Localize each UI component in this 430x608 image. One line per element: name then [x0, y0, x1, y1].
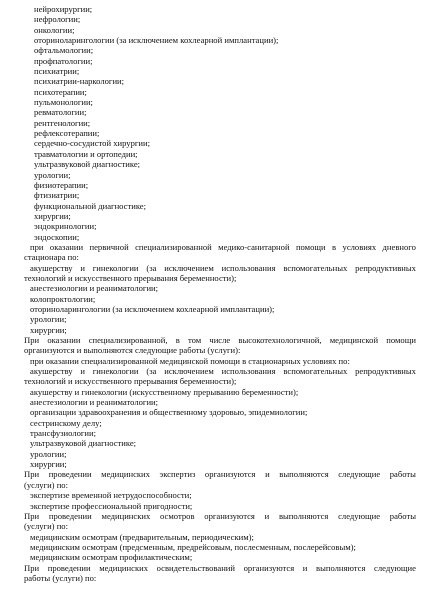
- text-line: При оказании специализированной, в том числе высокотехнологичной, медицинской помощи: [24, 335, 416, 345]
- text-line: технологий и искусственного прерывания беременности);: [24, 272, 237, 283]
- text-line: психиатрии-наркологии;: [34, 76, 125, 87]
- text-line: организуются и выполняются следующие работы (услуги):: [24, 345, 241, 356]
- text-line: оториноларингологии (за исключением кохлеарной имплантации);: [34, 35, 279, 46]
- text-line: работы (услуги) по:: [24, 572, 97, 583]
- text-line: эндокринологии;: [34, 221, 97, 232]
- text-line: медицинским осмотрам (предсменным, предрейсовым, послесменным, послерейсовым);: [30, 541, 356, 552]
- text-line: сердечно-сосудистой хирургии;: [34, 138, 151, 149]
- text-line: медицинским осмотрам (предварительным, периодическим);: [30, 531, 254, 542]
- text-line: онкологии;: [34, 24, 75, 35]
- text-line: экспертизе временной нетрудоспособности;: [30, 490, 192, 501]
- text-line: урологии;: [30, 314, 67, 325]
- text-line: стационара по:: [24, 252, 79, 263]
- text-line: акушерству и гинекологии (искусственному прерыванию беременности);: [30, 386, 299, 397]
- text-line: ревматологии;: [34, 107, 87, 118]
- text-line: технологий и искусственного прерывания беременности);: [24, 376, 237, 387]
- text-line: эндоскопии;: [34, 231, 80, 242]
- text-line: функциональной диагностике;: [34, 200, 147, 211]
- text-line: хирургии;: [34, 210, 71, 221]
- text-line: медицинским осмотрам профилактическим;: [30, 552, 193, 563]
- text-line: психиатрии;: [34, 66, 80, 77]
- text-line: психотерапии;: [34, 86, 87, 97]
- text-line: колопроктологии;: [30, 293, 96, 304]
- text-line: ультразвуковой диагностике;: [34, 159, 141, 170]
- text-line: пульмонологии;: [34, 97, 93, 108]
- text-line: оториноларингологии (за исключением кохлеарной имплантации);: [30, 303, 275, 314]
- text-line: трансфузиологии;: [30, 428, 97, 439]
- text-line: анестезиологии и реаниматологии;: [30, 283, 159, 294]
- text-line: организации здравоохранения и общественному здоровью, эпидемиологии;: [30, 407, 308, 418]
- text-line: акушерству и гинекологии (за исключением использования вспомогательных репродуктивных: [30, 262, 416, 273]
- text-line: хирургии;: [30, 324, 67, 335]
- text-line: офтальмологии;: [34, 45, 94, 56]
- text-line: физиотерапии;: [34, 179, 89, 190]
- text-line: (услуги) по:: [24, 479, 68, 490]
- text-line: экспертизе профессиональной пригодности;: [30, 500, 193, 511]
- text-line: рефлексотерапии;: [34, 128, 100, 139]
- text-line: При проведении медицинских осмотров организуются и выполняются следующие работы: [24, 510, 416, 521]
- text-line: (услуги) по:: [24, 521, 68, 532]
- text-line: при оказании специализированной медицинской помощи в стационарных условиях по:: [30, 355, 350, 366]
- text-line: при оказании первичной специализированной медико-санитарной помощи в условиях дневного: [30, 241, 416, 252]
- text-line: рентгенологии;: [34, 117, 91, 128]
- text-line: При проведении медицинских освидетельствований организуются и выполняются следующие: [24, 562, 416, 573]
- text-line: нефрологии;: [34, 14, 81, 25]
- text-line: акушерству и гинекологии (за исключением использования вспомогательных репродуктивных: [30, 366, 416, 377]
- text-line: сестринскому делу;: [30, 417, 102, 428]
- text-line: урологии;: [34, 169, 71, 180]
- text-line: ультразвуковой диагностике;: [30, 438, 137, 449]
- text-line: профпатологии;: [34, 55, 93, 66]
- text-line: травматологии и ортопедии;: [34, 148, 138, 159]
- text-line: анестезиологии и реаниматологии;: [30, 397, 159, 408]
- text-line: При проведении медицинских экспертиз организуются и выполняются следующие работы: [24, 469, 416, 480]
- text-line: хирургии;: [30, 459, 67, 470]
- text-line: нейрохирургии;: [34, 4, 93, 14]
- text-line: фтизиатрии;: [34, 190, 80, 201]
- text-line: урологии;: [30, 448, 67, 459]
